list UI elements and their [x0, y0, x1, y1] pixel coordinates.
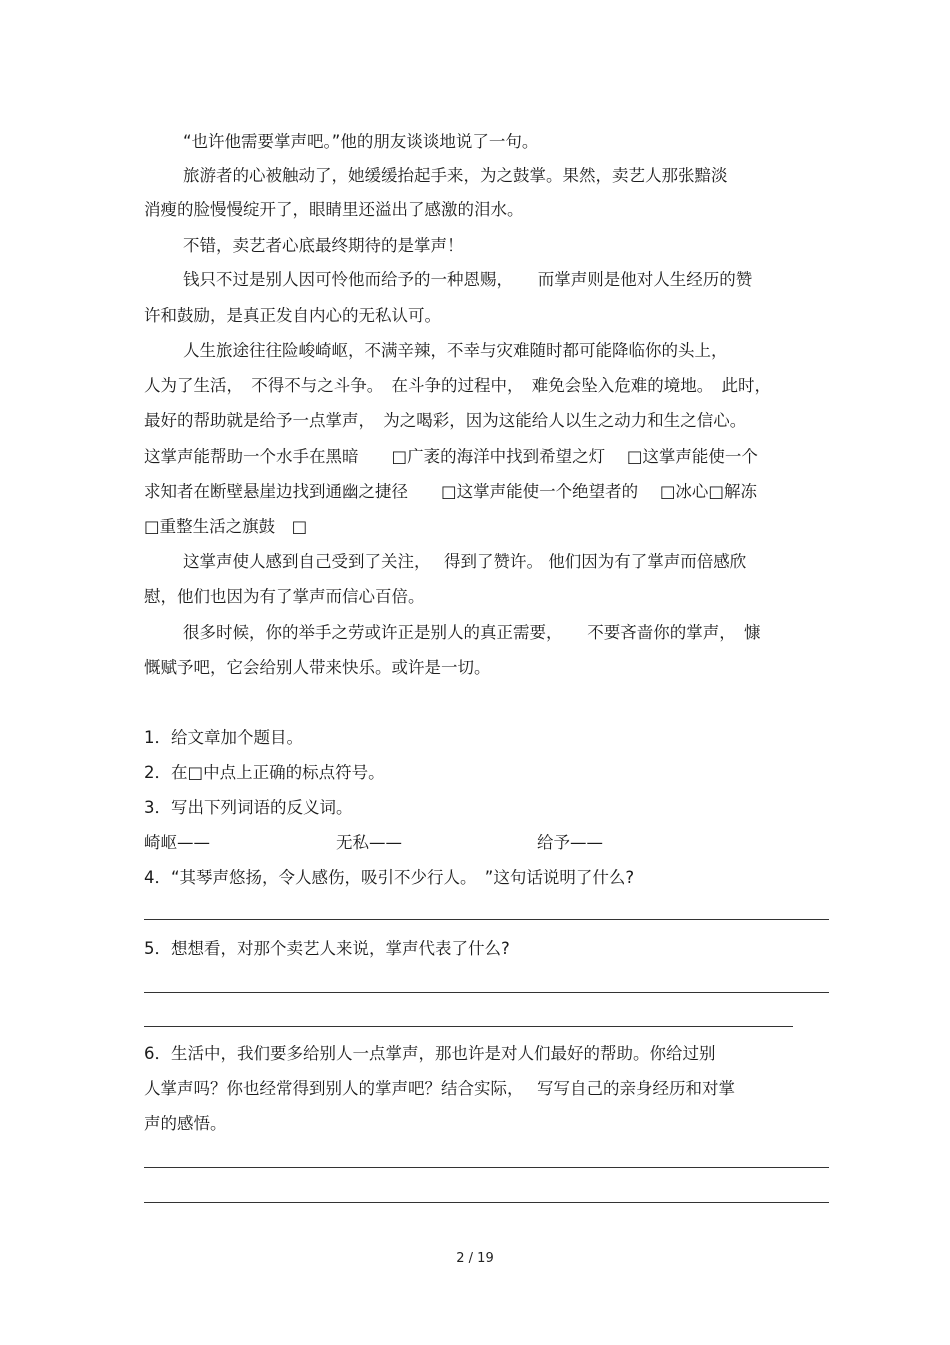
- passage-line: 慨赋予吧，它会给别人带来快乐。或许是一切。: [144, 658, 491, 677]
- question-6: 6．生活中，我们要多给别人一点掌声，那也许是对人们最好的帮助。你给过别: [144, 1044, 716, 1063]
- question-1: 1．给文章加个题目。: [144, 728, 303, 747]
- answer-line: [144, 992, 829, 993]
- question-6: 人掌声吗？你也经常得到别人的掌声吧？结合实际， 写写自己的亲身经历和对掌: [144, 1079, 735, 1098]
- passage-line: “也许他需要掌声吧。”他的朋友谈谈地说了一句。: [183, 132, 539, 151]
- answer-line: [144, 1202, 829, 1203]
- page-number: 2 / 19: [456, 1251, 494, 1266]
- passage-line: 这掌声使人感到自己受到了关注， 得到了赞许。 他们因为有了掌声而倍感欣: [183, 552, 747, 571]
- antonym-prompt: 崎岖——: [144, 833, 210, 852]
- question-3: 3．写出下列词语的反义词。: [144, 798, 353, 817]
- question-5: 5．想想看，对那个卖艺人来说，掌声代表了什么?: [144, 939, 510, 958]
- answer-line: [144, 919, 829, 920]
- passage-line: 人为了生活， 不得不与之斗争。 在斗争的过程中， 难免会坠入危难的境地。 此时，: [144, 376, 771, 395]
- passage-line: 不错，卖艺者心底最终期待的是掌声！: [183, 236, 464, 255]
- passage-line: 许和鼓励，是真正发自内心的无私认可。: [144, 306, 441, 325]
- passage-line: 最好的帮助就是给予一点掌声， 为之喝彩，因为这能给人以生之动力和生之信心。: [144, 411, 747, 430]
- passage-line: 人生旅途往往险峻崎岖，不满辛辣，不幸与灾难随时都可能降临你的头上，: [183, 341, 728, 360]
- antonym-prompt: 无私——: [336, 833, 402, 852]
- passage-line: 这掌声能帮助一个水手在黑暗 □广袤的海洋中找到希望之灯 □这掌声能使一个: [144, 447, 758, 466]
- passage-line: □重整生活之旗鼓 □: [144, 517, 308, 536]
- passage-line: 钱只不过是别人因可怜他而给予的一种恩赐， 而掌声则是他对人生经历的赞: [183, 270, 753, 289]
- question-6: 声的感悟。: [144, 1114, 227, 1133]
- answer-line: [144, 1026, 793, 1027]
- passage-line: 旅游者的心被触动了，她缓缓抬起手来，为之鼓掌。果然，卖艺人那张黯淡: [183, 166, 728, 185]
- question-2: 2．在□中点上正确的标点符号。: [144, 763, 385, 782]
- question-4: 4．“其琴声悠扬，令人感伤，吸引不少行人。 ”这句话说明了什么?: [144, 868, 635, 887]
- antonym-prompt: 给予——: [537, 833, 603, 852]
- answer-line: [144, 1167, 829, 1168]
- passage-line: 很多时候，你的举手之劳或许正是别人的真正需要， 不要吝啬你的掌声， 慷: [183, 623, 761, 642]
- passage-line: 求知者在断壁悬崖边找到通幽之捷径 □这掌声能使一个绝望者的 □冰心□解冻: [144, 482, 758, 501]
- passage-line: 慰，他们也因为有了掌声而信心百倍。: [144, 587, 425, 606]
- passage-line: 消瘦的脸慢慢绽开了，眼睛里还溢出了感激的泪水。: [144, 200, 524, 219]
